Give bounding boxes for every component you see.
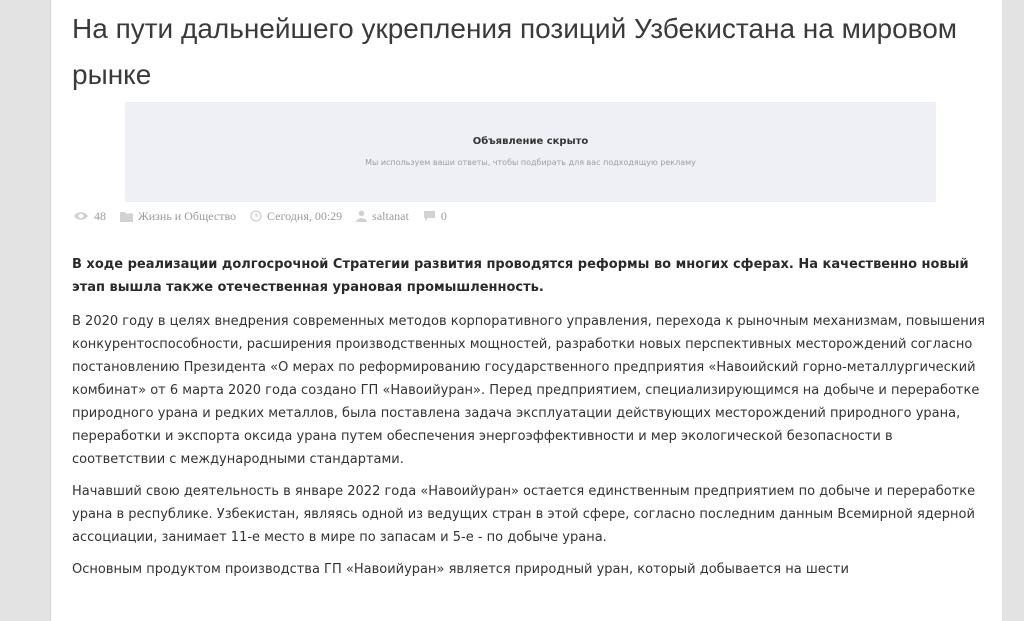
meta-category[interactable] xyxy=(120,209,236,224)
folder-icon xyxy=(120,211,133,222)
author-link[interactable]: saltanat xyxy=(372,208,409,223)
meta-views xyxy=(73,209,106,224)
article-paragraph: Начавший свою деятельность в январе 2022 года «Навоийуран» остается единственным предприятием по добыче и переработке урана в республике. Узбекистан, являясь одной из ведущих стран в этой сфере, согласно последним данным Всемирной ядерной ассоциации, занимает 11-е место в мире по запасам и 5-е - по добыче урана. xyxy=(72,484,976,545)
views-count: 48 xyxy=(94,208,106,223)
comments-count[interactable]: 0 xyxy=(440,208,447,223)
article-container xyxy=(51,0,1002,621)
article-body xyxy=(72,253,987,590)
meta-comments[interactable] xyxy=(423,209,447,224)
meta-author[interactable] xyxy=(356,209,409,224)
article-lead: В ходе реализации долгосрочной Стратегии развития проводятся реформы во многих сферах. На качественно новый этап вышла также отечественная урановая промышленность. xyxy=(72,257,969,295)
category-link[interactable]: Жизнь и Общество xyxy=(138,208,237,223)
ad-hidden-subtitle: Мы используем ваши ответы, чтобы подбирать для вас подходящую рекламу xyxy=(365,158,696,167)
eye-icon xyxy=(73,211,89,221)
left-gutter xyxy=(0,0,51,621)
clock-icon xyxy=(250,210,262,222)
right-gutter xyxy=(1002,0,1024,621)
meta-date xyxy=(250,209,342,224)
hidden-ad-block xyxy=(125,102,936,202)
article-title: На пути дальнейшего укрепления позиций Узбекистана на мировом рынке xyxy=(72,13,958,90)
comment-icon xyxy=(423,210,436,222)
user-icon xyxy=(356,210,367,222)
article-paragraph: В 2020 году в целях внедрения современных методов корпоративного управления, перехода к рыночным механизмам, повышения конкурентоспособности, расширения производственных мощностей, разработки новых перспективных месторождений согласно постановлению Президента «О мерах по реформированию государственного предприятия «Навоийский горно-металлургический комбинат» от 6 марта 2020 года создано ГП «Навоийуран». Перед предприятием, специализирующимся на добыче и переработке природного урана и редких металлов, была поставлена задача эксплуатации действующих месторождений природного урана, переработки и экспорта оксида урана путем обеспечения энергоэффективности и мер экологической безопасности в соответствии с международными стандартами. xyxy=(72,314,985,467)
article-paragraph: Основным продуктом производства ГП «Навоийуран» является природный уран, который добывается на шести xyxy=(72,562,849,577)
article-meta xyxy=(73,207,461,225)
publish-date: Сегодня, 00:29 xyxy=(267,208,343,223)
ad-hidden-title: Объявление скрыто xyxy=(472,136,589,147)
